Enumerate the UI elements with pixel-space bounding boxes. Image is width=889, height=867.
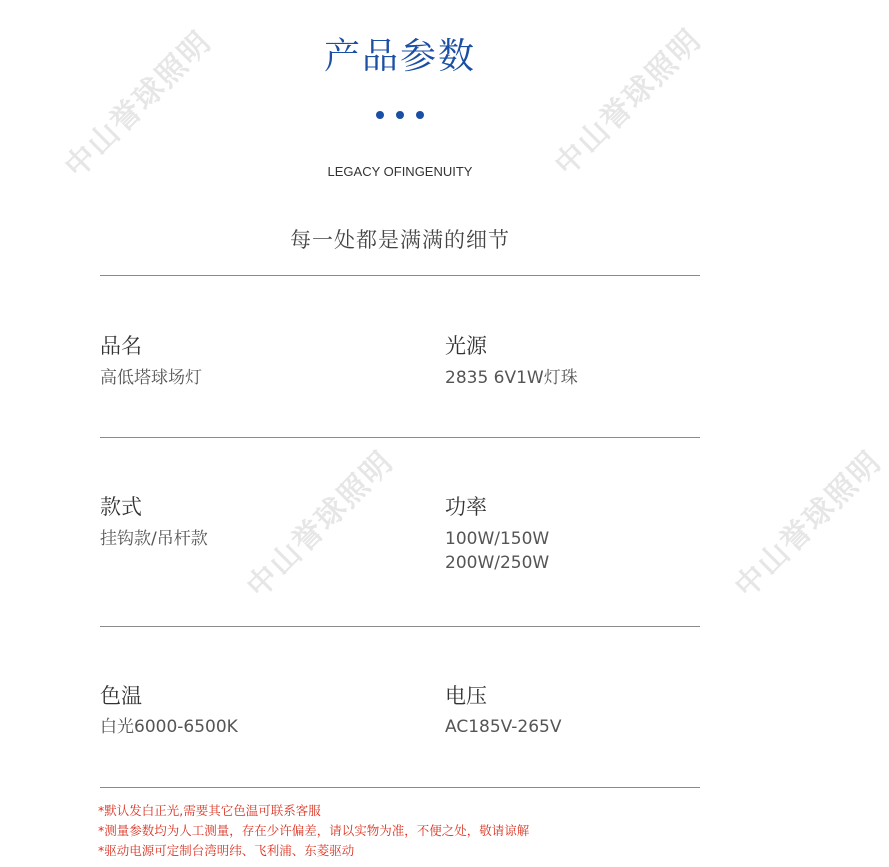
param-value-power-line1: 100W/150W bbox=[445, 529, 550, 549]
dot-icon bbox=[416, 111, 424, 119]
notes-block bbox=[98, 801, 529, 861]
param-value-power-line2: 200W/250W bbox=[445, 553, 550, 573]
page-title: 产品参数 bbox=[323, 36, 476, 77]
dot-icon bbox=[396, 111, 404, 119]
param-label-voltage: 电压 bbox=[445, 684, 487, 708]
note-line: *驱动电源可定制台湾明纬、飞利浦、东菱驱动 bbox=[98, 843, 355, 858]
watermark-text: 中山誉球照明 bbox=[240, 444, 401, 605]
dot-icon bbox=[376, 111, 384, 119]
param-value-color-temp: 白光6000-6500K bbox=[100, 717, 238, 737]
divider bbox=[100, 437, 700, 438]
param-label-style: 款式 bbox=[100, 495, 142, 519]
param-label-power: 功率 bbox=[445, 495, 487, 519]
param-label-light-source: 光源 bbox=[445, 334, 487, 358]
watermark-text: 中山誉球照明 bbox=[728, 444, 889, 605]
decorative-dots bbox=[0, 111, 800, 119]
divider bbox=[100, 626, 700, 627]
param-value-voltage: AC185V-265V bbox=[445, 717, 562, 737]
note-line: *测量参数均为人工测量，存在少许偏差，请以实物为准，不便之处，敬请谅解 bbox=[98, 823, 530, 838]
param-label-color-temp: 色温 bbox=[100, 684, 142, 708]
param-label-product-name: 品名 bbox=[100, 334, 142, 358]
divider bbox=[100, 275, 700, 276]
note-line: *默认发白正光,需要其它色温可联系客服 bbox=[98, 803, 321, 818]
divider bbox=[100, 787, 700, 788]
watermark-text: 中山誉球照明 bbox=[58, 24, 219, 185]
chinese-subtitle: 每一处都是满满的细节 bbox=[290, 228, 510, 252]
param-value-light-source: 2835 6V1W灯珠 bbox=[445, 368, 578, 388]
param-value-power bbox=[445, 527, 549, 575]
param-value-style: 挂钩款/吊杆款 bbox=[100, 529, 208, 549]
param-value-product-name: 高低塔球场灯 bbox=[100, 368, 202, 388]
english-subtitle: LEGACY OFINGENUITY bbox=[327, 164, 473, 179]
watermark-text: 中山誉球照明 bbox=[548, 22, 709, 183]
